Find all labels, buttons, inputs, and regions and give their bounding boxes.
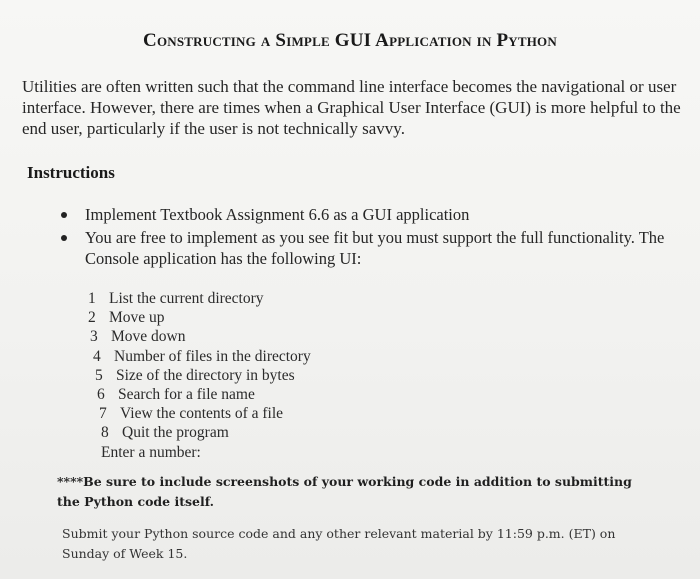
menu-option <box>88 347 311 366</box>
submission-deadline: Submit your Python source code and any other relevant material by 11:59 p.m. (ET) on Sunday of Week 15. <box>62 526 616 561</box>
menu-option-number: 8 <box>101 424 109 442</box>
menu-option <box>88 289 311 308</box>
bullet-icon <box>61 212 67 218</box>
menu-option <box>88 327 311 346</box>
screenshot-note: ****Be sure to include screenshots of your working code in addition to submitting the Python code itself. <box>57 474 632 509</box>
menu-option <box>88 308 311 327</box>
menu-option-label: View the contents of a file <box>120 405 284 423</box>
menu-option-label: List the current directory <box>109 290 264 307</box>
page-title: Constructing a Simple GUI Application in Python <box>143 30 557 51</box>
menu-option <box>88 423 311 442</box>
menu-option-number: 3 <box>90 328 98 346</box>
menu-prompt: Enter a number: <box>101 443 201 461</box>
instructions-heading: Instructions <box>27 163 115 182</box>
menu-option-label: Search for a file name <box>118 386 255 404</box>
instruction-text: You are free to implement as you see fit but you must support the full functionality. The Console application has the following UI: <box>85 228 665 268</box>
intro-paragraph: Utilities are often written such that the command line interface becomes the navigational or user interface. However, there are times when a Graphical User Interface (GUI) is more helpful to the end user, particularly if the user is not technically savvy. <box>22 77 681 138</box>
menu-option-number: 7 <box>99 405 107 423</box>
instruction-item <box>58 204 678 225</box>
menu-option-number: 5 <box>95 366 103 384</box>
console-menu <box>88 289 311 462</box>
instruction-text: Implement Textbook Assignment 6.6 as a GUI application <box>85 205 470 224</box>
bullet-icon <box>61 235 67 241</box>
menu-option-label: Quit the program <box>122 424 229 442</box>
instructions-list <box>58 204 678 271</box>
menu-option-label: Move down <box>111 328 186 346</box>
menu-option <box>88 385 311 404</box>
menu-option-label: Size of the directory in bytes <box>116 366 295 384</box>
menu-option-label: Number of files in the directory <box>114 347 311 365</box>
menu-option-number: 2 <box>88 309 96 327</box>
menu-option <box>88 404 311 423</box>
menu-option <box>88 366 311 385</box>
menu-option-number: 6 <box>97 386 105 404</box>
instruction-item <box>58 227 678 269</box>
menu-option-label: Move up <box>109 309 165 327</box>
menu-option-number: 1 <box>88 290 96 307</box>
menu-option-number: 4 <box>93 347 101 365</box>
